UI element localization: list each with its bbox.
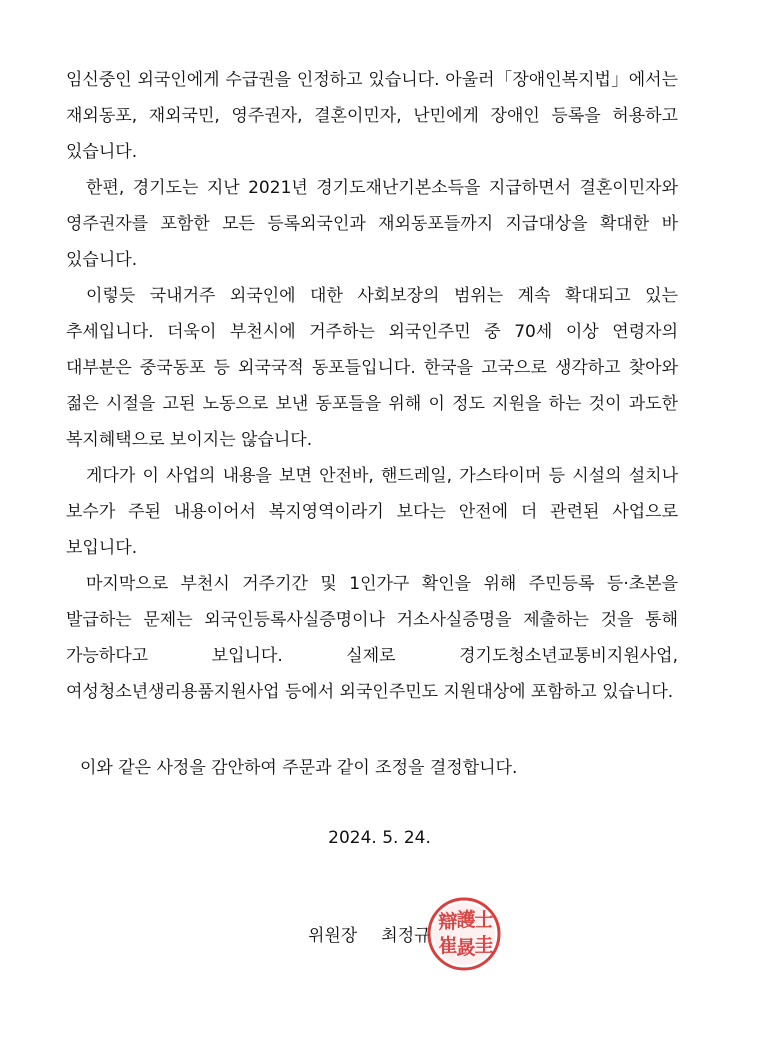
closing-statement: 이와 같은 사정을 감안하여 주문과 같이 조정을 결정합니다.: [80, 758, 518, 778]
official-seal-stamp: [426, 896, 502, 972]
signature-block: [308, 918, 431, 954]
svg-text:圭: 圭: [474, 934, 494, 956]
svg-text:士: 士: [474, 909, 494, 931]
paragraph: 마지막으로 부천시 거주기간 및 1인가구 확인을 위해 주민등록 등·초본을 발급하는 문제는 외국인등록사실증명이나 거소사실증명을 제출하는 것을 통해 가능하다고 보입니다. 실제로 경기도청소년교통비지원사업, 여성청소년생리용품지원사업 등에서 외국인주민도 지원대상에 포함하고 있습니다.: [66, 574, 678, 702]
signatory-name: 최정규: [381, 926, 431, 946]
decision-date: 2024. 5. 24.: [328, 828, 431, 848]
document-body: [66, 62, 678, 710]
paragraph: 한편, 경기도는 지난 2021년 경기도재난기본소득을 지급하면서 결혼이민자와 영주권자를 포함한 모든 등록외국인과 재외동포들까지 지급대상을 확대한 바 있습니다.: [66, 178, 678, 270]
paragraph: 게다가 이 사업의 내용을 보면 안전바, 핸드레일, 가스타이머 등 시설의 설치나 보수가 주된 내용이어서 복지영역이라기 보다는 안전에 더 관련된 사업으로 보입니다.: [66, 466, 678, 558]
svg-text:辯: 辯: [438, 911, 458, 933]
signatory-title: 위원장: [308, 926, 358, 946]
paragraph: 임신중인 외국인에게 수급권을 인정하고 있습니다. 아울러「장애인복지법」에서는 재외동포, 재외국민, 영주권자, 결혼이민자, 난민에게 장애인 등록을 허용하고 있습니다.: [66, 70, 678, 162]
svg-text:崔: 崔: [438, 935, 458, 957]
svg-text:護: 護: [456, 909, 476, 931]
paragraph: 이렇듯 국내거주 외국인에 대한 사회보장의 범위는 계속 확대되고 있는 추세입니다. 더욱이 부천시에 거주하는 외국인주민 중 70세 이상 연령자의 대부분은 중국동포 등 외국국적 동포들입니다. 한국을 고국으로 생각하고 찾아와 젊은 시절을 고된 노동으로 보낸 동포들을 위해 이 정도 지원을 하는 것이 과도한 복지혜택으로 보이지는 않습니다.: [66, 286, 678, 450]
svg-text:晸: 晸: [456, 937, 476, 959]
